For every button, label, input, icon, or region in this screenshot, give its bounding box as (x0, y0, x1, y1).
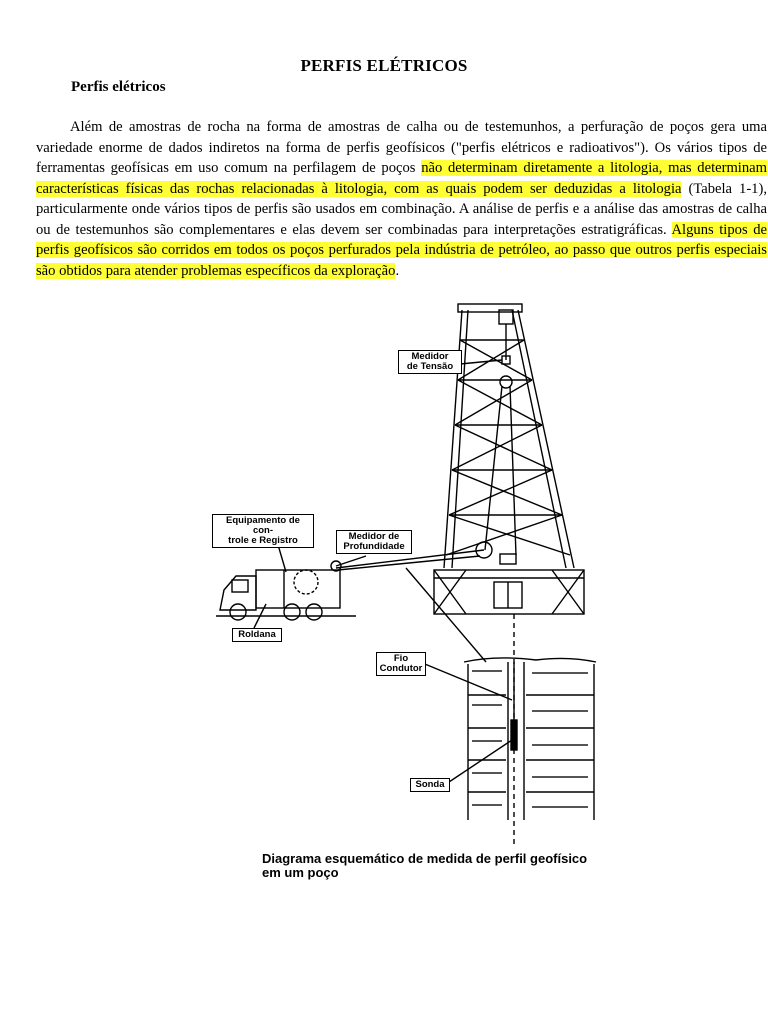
label-control-equipment: Equipamento de con- trole e Registro (212, 514, 314, 548)
label-depth-meter: Medidor de Profundidade (336, 530, 412, 554)
label-conductor-wire: Fio Condutor (376, 652, 426, 676)
well-logging-diagram (196, 300, 608, 896)
label-tension-meter: Medidor de Tensão (398, 350, 462, 374)
diagram-drawing (196, 300, 608, 896)
text-part-2: (Tabela 1-1), particularmente onde vários tipos de perfis são usados em combinação. A análise de perfis e a análise das amostras de calha ou de testemunhos são complementares e elas devem ser combinadas para interpretações estratigráficas. (36, 180, 767, 238)
label-pulley: Roldana (232, 628, 282, 642)
label-probe: Sonda (410, 778, 450, 792)
text-part-1: Além de amostras de rocha na forma de amostras de calha ou de testemunhos, a perfuração de poços gera uma variedade enorme de dados indiretos na forma de perfis geofísicos ("perfis elétricos e radioativos"). Os vários tipos de ferramentas geofísicas em uso comum na perfilagem de poços (36, 119, 767, 176)
body-paragraph (36, 117, 767, 281)
text-part-3: . (395, 262, 400, 279)
highlighted-text-1: não determinam diretamente a litologia, mas determinam características físicas das rochas relacionadas à litologia, com as quais podem ser deduzidas a litologia (36, 160, 767, 197)
page-title: PERFIS ELÉTRICOS (300, 56, 468, 75)
highlighted-text-2: Alguns tipos de perfis geofísicos são corridos em todos os poços perfurados pela indústria de petróleo, ao passo que outros perfis especiais são obtidos para atender problemas específicos da exploração (36, 221, 767, 279)
section-heading: Perfis elétricos (71, 79, 166, 95)
derrick-right-leg (518, 310, 574, 568)
figure-caption: Diagrama esquemático de medida de perfil geofísico em um poço (262, 851, 588, 880)
